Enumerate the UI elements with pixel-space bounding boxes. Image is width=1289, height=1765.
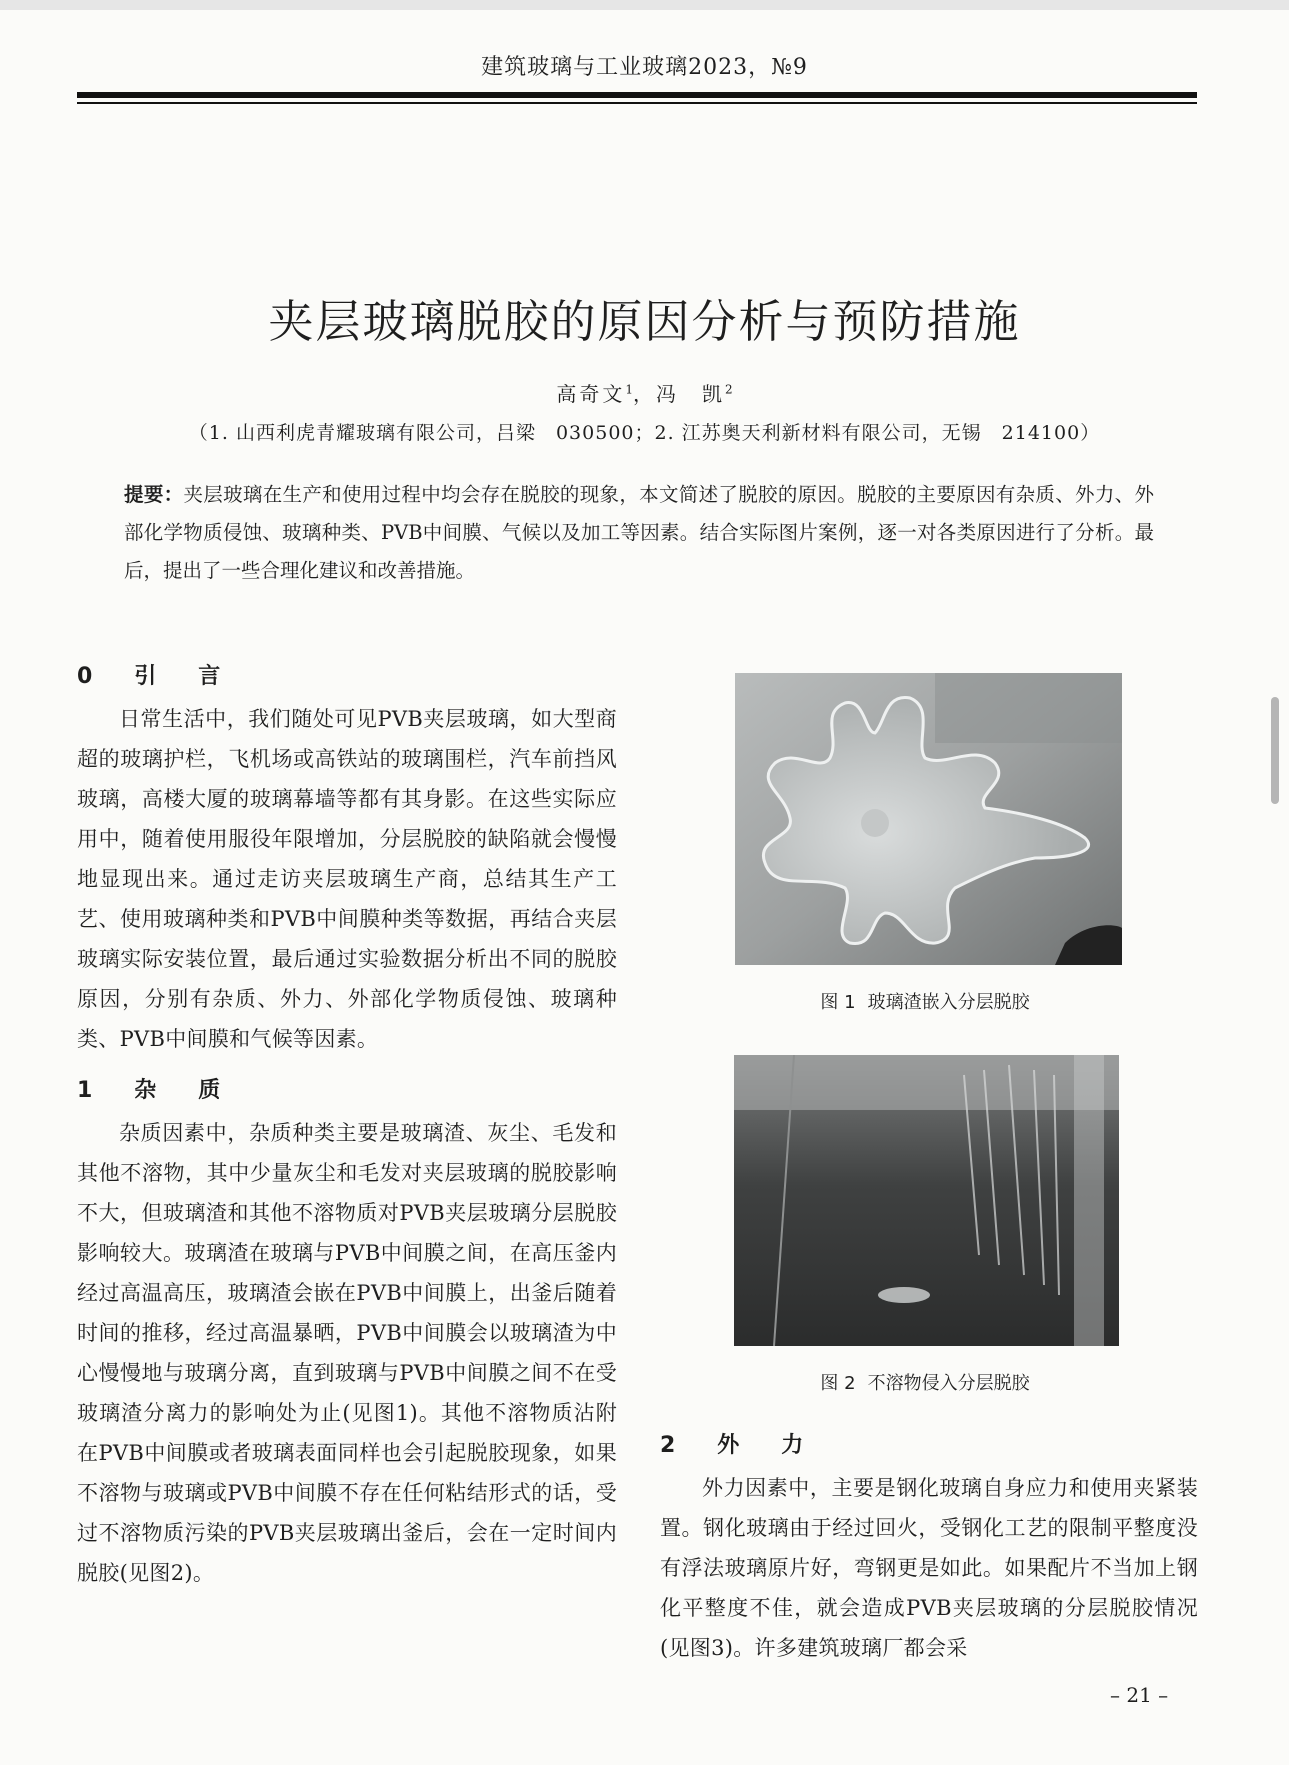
figure-1-photo xyxy=(735,673,1122,965)
page-number: – 21 – xyxy=(1110,1683,1169,1707)
section-0-paragraph: 日常生活中，我们随处可见PVB夹层玻璃，如大型商超的玻璃护栏，飞机场或高铁站的玻璃围栏，汽车前挡风玻璃，高楼大厦的玻璃幕墙等都有其身影。在这些实际应用中，随着使用服役年限增加，分层脱胶的缺陷就会慢慢地显现出来。通过走访夹层玻璃生产商，总结其生产工艺、使用玻璃种类和PVB中间膜种类等数据，再结合夹层玻璃实际安装位置，最后通过实验数据分析出不同的脱胶原因，分别有杂质、外力、外部化学物质侵蚀、玻璃种类、PVB中间膜和气候等因素。 xyxy=(77,707,617,1051)
scrollbar-thumb[interactable] xyxy=(1271,697,1279,804)
figure-2-number: 图 2 xyxy=(820,1373,856,1394)
figure-1-number: 图 1 xyxy=(820,992,856,1013)
article-title: 夹层玻璃脱胶的原因分析与预防措施 xyxy=(268,295,1021,349)
figure-2-reflection xyxy=(878,1287,930,1303)
abstract-label: 提要： xyxy=(124,483,184,506)
left-column xyxy=(77,655,617,1603)
author-2: 冯 凯 xyxy=(656,382,725,406)
authors xyxy=(0,378,1289,407)
top-strip xyxy=(0,0,1289,10)
header-rule-thin xyxy=(77,102,1197,104)
abstract-text: 夹层玻璃在生产和使用过程中均会存在脱胶的现象，本文简述了脱胶的原因。脱胶的主要原因有杂质、外力、外部化学物质侵蚀、玻璃种类、PVB中间膜、气候以及加工等因素。结合实际图片案例，逐一对各类原因进行了分析。最后，提出了一些合理化建议和改善措施。 xyxy=(124,483,1154,582)
section-1-heading: 1 杂 质 xyxy=(77,1078,231,1103)
figure-2-caption-text: 不溶物侵入分层脱胶 xyxy=(867,1373,1030,1394)
author-1-affiliation-mark: 1 xyxy=(625,382,633,397)
right-column xyxy=(660,1424,1198,1678)
abstract xyxy=(124,476,1154,590)
author-2-affiliation-mark: 2 xyxy=(725,382,733,397)
section-0-heading: 0 引 言 xyxy=(77,664,231,689)
figure-2-photo xyxy=(734,1055,1119,1346)
figure-2-caption xyxy=(655,1369,1195,1395)
section-1-paragraph: 杂质因素中，杂质种类主要是玻璃渣、灰尘、毛发和其他不溶物，其中少量灰尘和毛发对夹层玻璃的脱胶影响不大，但玻璃渣和其他不溶物质对PVB夹层玻璃分层脱胶影响较大。玻璃渣在玻璃与PVB中间膜之间，在高压釜内经过高温高压，玻璃渣会嵌在PVB中间膜上，出釜后随着时间的推移，经过高温暴晒，PVB中间膜会以玻璃渣为中心慢慢地与玻璃分离，直到玻璃与PVB中间膜之间不在受玻璃渣分离力的影响处为止(见图1)。其他不溶物质沾附在PVB中间膜或者玻璃表面同样也会引起脱胶现象，如果不溶物与玻璃或PVB中间膜不存在任何粘结形式的话，受过不溶物质污染的PVB夹层玻璃出釜后，会在一定时间内脱胶(见图2)。 xyxy=(77,1121,617,1585)
figure-1-caption xyxy=(655,988,1195,1014)
section-2-paragraph: 外力因素中，主要是钢化玻璃自身应力和使用夹紧装置。钢化玻璃由于经过回火，受钢化工艺的限制平整度没有浮法玻璃原片好，弯钢更是如此。如果配片不当加上钢化平整度不佳，就会造成PVB夹层玻璃的分层脱胶情况(见图3)。许多建筑玻璃厂都会采 xyxy=(660,1476,1198,1660)
figure-1-caption-text: 玻璃渣嵌入分层脱胶 xyxy=(867,992,1030,1013)
section-2-heading: 2 外 力 xyxy=(660,1433,814,1458)
figure-1-backdrop xyxy=(935,673,1122,743)
figure-1-glass-chip xyxy=(861,809,889,837)
author-1: 高奇文 xyxy=(556,382,626,406)
header-rule-thick xyxy=(77,92,1197,98)
affiliations: （1. 山西利虎青耀玻璃有限公司，吕梁 030500；2. 江苏奥天利新材料有限公司，无锡 214100） xyxy=(188,422,1101,444)
author-separator: ， xyxy=(633,382,656,406)
journal-header: 建筑玻璃与工业玻璃2023，№9 xyxy=(481,55,808,80)
figure-2-frame-edge xyxy=(1074,1055,1104,1346)
